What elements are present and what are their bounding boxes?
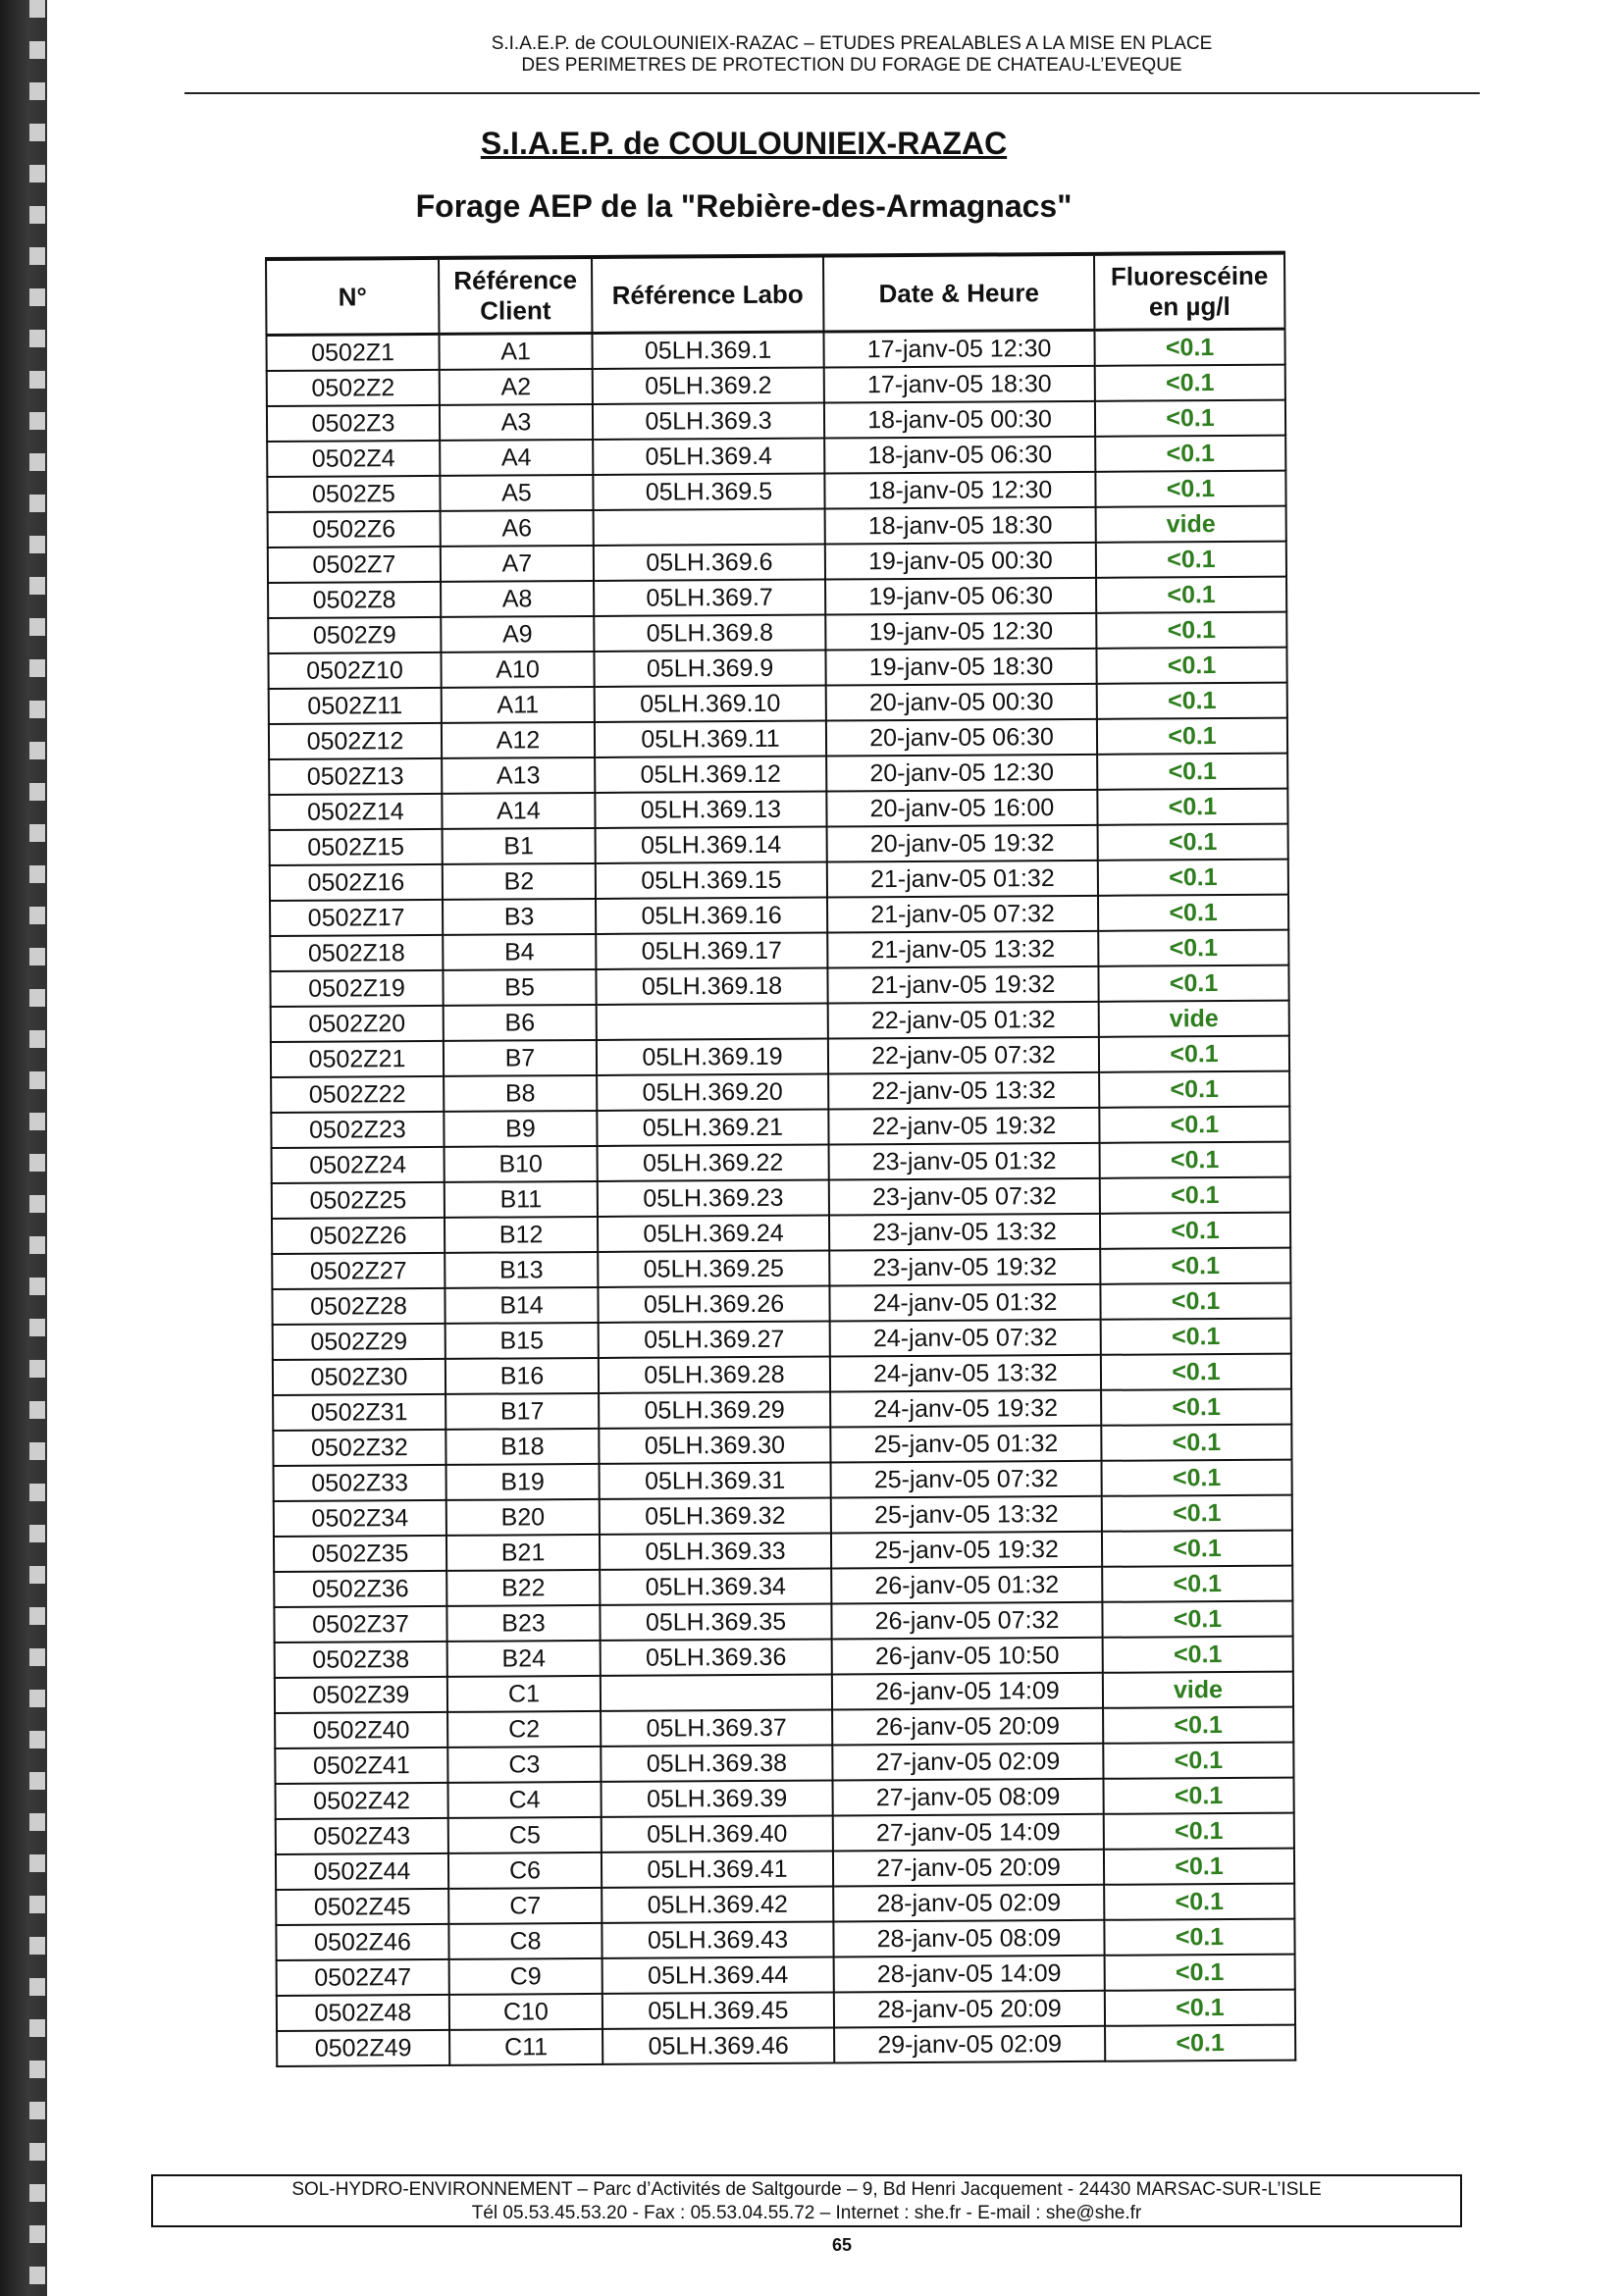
cell-fluorescein: <0.1 xyxy=(1094,329,1284,366)
footer-line1: SOL-HYDRO-ENVIRONNEMENT – Parc d’Activités de Saltgourde – 9, Bd Henri Jacquement - 24430 MARSAC-SUR-L’ISLE xyxy=(291,2179,1322,2200)
cell-fluorescein: <0.1 xyxy=(1096,542,1286,578)
cell-client-ref: B22 xyxy=(446,1570,600,1606)
cell-number: 0502Z38 xyxy=(275,1642,447,1678)
cell-datetime: 21-janv-05 13:32 xyxy=(827,931,1098,968)
cell-number: 0502Z28 xyxy=(272,1288,445,1325)
cell-fluorescein: vide xyxy=(1096,506,1286,543)
cell-client-ref: B8 xyxy=(444,1075,597,1112)
cell-datetime: 28-janv-05 08:09 xyxy=(833,1920,1104,1957)
cell-client-ref: C7 xyxy=(448,1888,602,1924)
cell-datetime: 26-janv-05 10:50 xyxy=(832,1638,1103,1675)
cell-datetime: 17-janv-05 12:30 xyxy=(823,330,1094,367)
cell-lab-ref: 05LH.369.25 xyxy=(598,1251,829,1287)
cell-number: 0502Z18 xyxy=(270,935,443,971)
cell-datetime: 22-janv-05 01:32 xyxy=(828,1002,1099,1039)
cell-fluorescein: <0.1 xyxy=(1105,2025,1295,2061)
cell-fluorescein: vide xyxy=(1099,1001,1289,1037)
cell-lab-ref: 05LH.369.36 xyxy=(601,1639,832,1675)
cell-fluorescein: <0.1 xyxy=(1104,1884,1294,1920)
cell-lab-ref: 05LH.369.46 xyxy=(602,2027,834,2063)
cell-lab-ref: 05LH.369.17 xyxy=(596,933,827,969)
cell-datetime: 22-janv-05 13:32 xyxy=(828,1072,1099,1110)
cell-client-ref: A1 xyxy=(439,333,592,369)
cell-lab-ref: 05LH.369.23 xyxy=(598,1180,829,1217)
cell-lab-ref: 05LH.369.29 xyxy=(599,1392,830,1429)
cell-number: 0502Z48 xyxy=(277,1995,449,2031)
cell-datetime: 23-janv-05 19:32 xyxy=(829,1249,1100,1286)
cell-number: 0502Z19 xyxy=(270,970,443,1007)
cell-datetime: 20-janv-05 19:32 xyxy=(827,825,1098,862)
cell-lab-ref: 05LH.369.30 xyxy=(599,1428,830,1464)
page-title: S.I.A.E.P. de COULOUNIEIX-RAZAC xyxy=(480,126,1008,161)
cell-client-ref: A3 xyxy=(440,404,593,441)
cell-datetime: 24-janv-05 01:32 xyxy=(829,1284,1100,1322)
cell-client-ref: B3 xyxy=(443,899,596,935)
cell-number: 0502Z21 xyxy=(271,1041,444,1077)
cell-fluorescein: <0.1 xyxy=(1104,1919,1294,1956)
cell-lab-ref: 05LH.369.7 xyxy=(594,580,825,616)
column-header-number: N° xyxy=(266,258,439,336)
cell-datetime: 27-janv-05 14:09 xyxy=(833,1814,1104,1852)
cell-number: 0502Z39 xyxy=(275,1677,447,1713)
running-header-line2: DES PERIMETRES DE PROTECTION DU FORAGE DE CHATEAU-L’EVEQUE xyxy=(521,55,1182,76)
column-header-fluorescein: Fluorescéine en µg/l xyxy=(1094,253,1284,331)
cell-datetime: 20-janv-05 16:00 xyxy=(826,790,1097,827)
cell-client-ref: B15 xyxy=(445,1323,599,1359)
cell-datetime: 27-janv-05 08:09 xyxy=(832,1779,1103,1816)
table-row xyxy=(266,329,1284,371)
cell-fluorescein: <0.1 xyxy=(1102,1495,1292,1532)
cell-fluorescein: <0.1 xyxy=(1095,436,1285,472)
cell-datetime: 25-janv-05 13:32 xyxy=(831,1496,1102,1534)
cell-number: 0502Z43 xyxy=(276,1818,448,1854)
cell-lab-ref: 05LH.369.28 xyxy=(599,1357,830,1393)
cell-client-ref: B7 xyxy=(444,1040,597,1076)
cell-client-ref: A10 xyxy=(441,652,594,688)
cell-client-ref: B14 xyxy=(445,1287,598,1324)
cell-lab-ref: 05LH.369.24 xyxy=(598,1216,829,1252)
cell-datetime: 19-janv-05 18:30 xyxy=(825,649,1096,686)
cell-number: 0502Z33 xyxy=(274,1465,446,1501)
cell-client-ref: A14 xyxy=(442,793,595,829)
cell-number: 0502Z3 xyxy=(267,405,440,442)
cell-number: 0502Z44 xyxy=(276,1853,448,1890)
cell-fluorescein: <0.1 xyxy=(1103,1637,1293,1673)
cell-lab-ref: 05LH.369.12 xyxy=(595,757,826,793)
cell-fluorescein: <0.1 xyxy=(1104,1849,1294,1885)
cell-client-ref: A7 xyxy=(441,546,594,582)
cell-lab-ref: 05LH.369.1 xyxy=(592,332,823,369)
cell-client-ref: B13 xyxy=(445,1252,598,1288)
cell-lab-ref: 05LH.369.32 xyxy=(600,1498,831,1535)
cell-number: 0502Z27 xyxy=(272,1253,445,1289)
cell-fluorescein: <0.1 xyxy=(1101,1319,1291,1355)
cell-datetime: 28-janv-05 14:09 xyxy=(834,1956,1105,1993)
cell-number: 0502Z29 xyxy=(273,1324,445,1360)
cell-client-ref: C9 xyxy=(449,1958,602,1995)
cell-fluorescein: <0.1 xyxy=(1100,1283,1290,1320)
cell-datetime: 21-janv-05 07:32 xyxy=(827,896,1098,933)
page-subtitle: Forage AEP de la "Rebière-des-Armagnacs" xyxy=(415,188,1073,224)
cell-datetime: 18-janv-05 18:30 xyxy=(825,507,1096,545)
cell-number: 0502Z6 xyxy=(268,511,441,548)
cell-datetime: 18-janv-05 00:30 xyxy=(824,401,1095,439)
cell-lab-ref: 05LH.369.2 xyxy=(593,368,824,404)
cell-number: 0502Z8 xyxy=(268,582,441,618)
cell-lab-ref xyxy=(597,1004,828,1040)
cell-number: 0502Z12 xyxy=(269,723,442,759)
cell-fluorescein: <0.1 xyxy=(1095,471,1285,507)
cell-datetime: 26-janv-05 07:32 xyxy=(831,1602,1102,1640)
cell-lab-ref: 05LH.369.40 xyxy=(602,1815,833,1852)
cell-number: 0502Z17 xyxy=(270,900,443,936)
cell-fluorescein: <0.1 xyxy=(1099,1107,1289,1143)
cell-fluorescein: <0.1 xyxy=(1100,1213,1290,1249)
cell-number: 0502Z10 xyxy=(268,652,441,689)
cell-fluorescein: <0.1 xyxy=(1099,1036,1289,1072)
cell-datetime: 26-janv-05 14:09 xyxy=(832,1673,1103,1710)
footer-line2: Tél 05.53.45.53.20 - Fax : 05.53.04.55.72 – Internet : she.fr - E-mail : she@she.fr xyxy=(471,2203,1142,2223)
running-header xyxy=(184,33,1519,77)
cell-client-ref: B19 xyxy=(446,1464,600,1500)
cell-fluorescein: <0.1 xyxy=(1099,1071,1289,1108)
cell-fluorescein: <0.1 xyxy=(1098,895,1288,931)
cell-number: 0502Z13 xyxy=(269,758,442,795)
cell-client-ref: B5 xyxy=(443,969,596,1006)
cell-client-ref: A13 xyxy=(442,757,595,794)
cell-client-ref: B20 xyxy=(446,1499,600,1536)
cell-number: 0502Z11 xyxy=(269,688,442,724)
cell-lab-ref: 05LH.369.19 xyxy=(597,1039,828,1075)
cell-fluorescein: <0.1 xyxy=(1103,1743,1293,1779)
header-rule xyxy=(184,92,1480,94)
cell-number: 0502Z22 xyxy=(271,1076,444,1113)
cell-lab-ref: 05LH.369.11 xyxy=(595,721,826,757)
cell-number: 0502Z31 xyxy=(273,1394,445,1431)
cell-client-ref: A12 xyxy=(442,722,595,758)
cell-number: 0502Z14 xyxy=(269,794,442,830)
cell-fluorescein: <0.1 xyxy=(1105,1990,1295,2026)
table-header-row xyxy=(266,253,1284,336)
cell-client-ref: C10 xyxy=(449,1994,602,2030)
cell-datetime: 23-janv-05 13:32 xyxy=(829,1214,1100,1251)
cell-datetime: 20-janv-05 00:30 xyxy=(826,684,1097,721)
cell-number: 0502Z24 xyxy=(272,1147,445,1183)
cell-lab-ref: 05LH.369.38 xyxy=(601,1745,832,1781)
cell-datetime: 23-janv-05 01:32 xyxy=(829,1143,1100,1180)
cell-lab-ref: 05LH.369.15 xyxy=(596,862,827,899)
cell-datetime: 21-janv-05 19:32 xyxy=(827,966,1098,1004)
cell-fluorescein: <0.1 xyxy=(1096,577,1286,613)
cell-client-ref: B9 xyxy=(444,1111,597,1147)
cell-lab-ref: 05LH.369.13 xyxy=(595,792,826,828)
cell-datetime: 22-janv-05 07:32 xyxy=(828,1037,1099,1074)
cell-datetime: 24-janv-05 19:32 xyxy=(830,1390,1101,1428)
cell-fluorescein: <0.1 xyxy=(1101,1389,1291,1426)
cell-lab-ref: 05LH.369.33 xyxy=(600,1533,831,1569)
cell-datetime: 21-janv-05 01:32 xyxy=(827,861,1098,898)
cell-datetime: 26-janv-05 01:32 xyxy=(831,1567,1102,1604)
cell-number: 0502Z36 xyxy=(274,1571,446,1607)
document-page xyxy=(47,0,1623,2296)
cell-fluorescein: <0.1 xyxy=(1097,718,1287,755)
results-table-wrapper xyxy=(265,251,1296,2067)
cell-client-ref: B4 xyxy=(443,934,596,970)
cell-lab-ref: 05LH.369.31 xyxy=(600,1463,831,1499)
cell-lab-ref: 05LH.369.6 xyxy=(594,545,825,581)
cell-fluorescein: <0.1 xyxy=(1098,824,1288,861)
cell-client-ref: B23 xyxy=(446,1605,600,1642)
cell-datetime: 24-janv-05 07:32 xyxy=(830,1320,1101,1357)
cell-datetime: 18-janv-05 06:30 xyxy=(824,437,1095,474)
cell-number: 0502Z20 xyxy=(271,1006,444,1042)
cell-fluorescein: <0.1 xyxy=(1103,1707,1293,1744)
cell-client-ref: B18 xyxy=(445,1429,599,1465)
cell-fluorescein: <0.1 xyxy=(1102,1460,1292,1496)
cell-lab-ref: 05LH.369.44 xyxy=(602,1957,834,1993)
cell-fluorescein: <0.1 xyxy=(1101,1425,1291,1461)
cell-datetime: 25-janv-05 01:32 xyxy=(830,1426,1101,1463)
column-header-datetime: Date & Heure xyxy=(823,254,1094,332)
cell-number: 0502Z26 xyxy=(272,1218,445,1254)
cell-number: 0502Z46 xyxy=(276,1924,448,1960)
page-footer xyxy=(151,2174,1462,2227)
cell-client-ref: C1 xyxy=(447,1676,601,1712)
cell-datetime: 19-janv-05 00:30 xyxy=(825,543,1096,580)
cell-fluorescein: <0.1 xyxy=(1098,930,1288,966)
cell-number: 0502Z7 xyxy=(268,547,441,583)
cell-number: 0502Z42 xyxy=(276,1783,448,1819)
cell-fluorescein: <0.1 xyxy=(1095,400,1285,437)
cell-fluorescein: <0.1 xyxy=(1100,1142,1290,1178)
cell-datetime: 19-janv-05 12:30 xyxy=(825,613,1096,651)
cell-lab-ref: 05LH.369.8 xyxy=(594,615,825,652)
cell-fluorescein: vide xyxy=(1103,1672,1293,1708)
cell-number: 0502Z34 xyxy=(274,1500,446,1537)
column-header-client-ref: Référence Client xyxy=(439,257,592,334)
cell-lab-ref: 05LH.369.5 xyxy=(593,474,824,510)
cell-client-ref: C5 xyxy=(448,1817,602,1853)
cell-client-ref: B21 xyxy=(446,1535,600,1571)
table-body xyxy=(266,329,1295,2066)
cell-client-ref: A8 xyxy=(441,581,594,617)
cell-client-ref: A4 xyxy=(440,440,593,476)
cell-number: 0502Z9 xyxy=(268,617,441,653)
cell-lab-ref xyxy=(594,509,825,546)
cell-lab-ref: 05LH.369.27 xyxy=(599,1322,830,1358)
cell-datetime: 23-janv-05 07:32 xyxy=(829,1178,1100,1216)
cell-fluorescein: <0.1 xyxy=(1095,365,1285,401)
binder-rings xyxy=(29,0,45,2296)
cell-client-ref: B1 xyxy=(443,828,596,864)
cell-number: 0502Z16 xyxy=(270,864,443,901)
cell-fluorescein: <0.1 xyxy=(1102,1531,1292,1567)
cell-client-ref: B11 xyxy=(445,1181,598,1218)
column-header-lab-ref: Référence Labo xyxy=(592,256,823,334)
cell-lab-ref: 05LH.369.41 xyxy=(602,1851,833,1887)
cell-fluorescein: <0.1 xyxy=(1101,1354,1291,1390)
cell-datetime: 29-janv-05 02:09 xyxy=(834,2026,1105,2063)
cell-fluorescein: <0.1 xyxy=(1097,754,1287,790)
cell-fluorescein: <0.1 xyxy=(1096,648,1286,684)
cell-number: 0502Z40 xyxy=(275,1712,447,1748)
cell-number: 0502Z35 xyxy=(274,1536,446,1572)
cell-lab-ref: 05LH.369.43 xyxy=(602,1921,833,1957)
cell-lab-ref: 05LH.369.9 xyxy=(594,651,825,687)
cell-datetime: 20-janv-05 06:30 xyxy=(826,719,1097,757)
cell-client-ref: C3 xyxy=(447,1747,601,1783)
cell-datetime: 27-janv-05 20:09 xyxy=(833,1850,1104,1887)
cell-client-ref: B6 xyxy=(444,1005,597,1041)
cell-number: 0502Z41 xyxy=(275,1748,447,1784)
results-table xyxy=(265,251,1296,2067)
cell-datetime: 19-janv-05 06:30 xyxy=(825,578,1096,615)
cell-client-ref: B24 xyxy=(447,1641,601,1677)
cell-lab-ref: 05LH.369.39 xyxy=(601,1780,832,1816)
table-row xyxy=(277,2025,1295,2066)
cell-fluorescein: <0.1 xyxy=(1097,683,1287,719)
cell-client-ref: C6 xyxy=(448,1852,602,1889)
cell-lab-ref: 05LH.369.16 xyxy=(596,898,827,934)
cell-client-ref: C8 xyxy=(448,1923,602,1959)
cell-lab-ref: 05LH.369.18 xyxy=(596,968,827,1005)
cell-client-ref: A6 xyxy=(441,510,594,547)
cell-lab-ref: 05LH.369.34 xyxy=(600,1568,831,1604)
cell-number: 0502Z2 xyxy=(267,370,440,406)
cell-client-ref: A11 xyxy=(442,687,595,723)
cell-fluorescein: <0.1 xyxy=(1096,612,1286,649)
cell-fluorescein: <0.1 xyxy=(1100,1177,1290,1214)
cell-number: 0502Z23 xyxy=(271,1112,444,1148)
cell-datetime: 28-janv-05 02:09 xyxy=(833,1885,1104,1922)
cell-fluorescein: <0.1 xyxy=(1098,860,1288,896)
cell-client-ref: B17 xyxy=(445,1393,599,1430)
cell-client-ref: A9 xyxy=(441,616,594,652)
cell-datetime: 25-janv-05 07:32 xyxy=(831,1461,1102,1498)
cell-datetime: 17-janv-05 18:30 xyxy=(824,366,1095,403)
cell-datetime: 25-janv-05 19:32 xyxy=(831,1532,1102,1569)
cell-fluorescein: <0.1 xyxy=(1102,1566,1292,1602)
cell-number: 0502Z5 xyxy=(267,476,440,512)
cell-client-ref: A2 xyxy=(440,369,593,405)
cell-client-ref: B16 xyxy=(445,1358,599,1394)
cell-datetime: 28-janv-05 20:09 xyxy=(834,1991,1105,2028)
cell-fluorescein: <0.1 xyxy=(1103,1778,1293,1814)
cell-fluorescein: <0.1 xyxy=(1104,1813,1294,1850)
cell-client-ref: B12 xyxy=(445,1217,598,1253)
cell-lab-ref xyxy=(601,1674,832,1710)
cell-number: 0502Z49 xyxy=(277,2030,449,2066)
cell-datetime: 18-janv-05 12:30 xyxy=(824,472,1095,509)
running-header-line1: S.I.A.E.P. de COULOUNIEIX-RAZAC – ETUDES PREALABLES A LA MISE EN PLACE xyxy=(491,33,1213,54)
cell-client-ref: A5 xyxy=(440,475,593,511)
cell-number: 0502Z4 xyxy=(267,441,440,477)
cell-lab-ref: 05LH.369.45 xyxy=(602,1992,834,2028)
cell-lab-ref: 05LH.369.4 xyxy=(593,439,824,475)
cell-client-ref: C11 xyxy=(449,2029,602,2065)
cell-number: 0502Z47 xyxy=(277,1959,449,1996)
cell-number: 0502Z37 xyxy=(274,1606,446,1643)
cell-lab-ref: 05LH.369.42 xyxy=(602,1886,833,1922)
cell-number: 0502Z32 xyxy=(273,1430,445,1466)
page-number: 65 xyxy=(831,2235,853,2255)
cell-datetime: 24-janv-05 13:32 xyxy=(830,1355,1101,1392)
cell-lab-ref: 05LH.369.22 xyxy=(598,1145,829,1181)
cell-datetime: 27-janv-05 02:09 xyxy=(832,1744,1103,1781)
cell-client-ref: B10 xyxy=(445,1146,598,1182)
cell-client-ref: B2 xyxy=(443,863,596,900)
cell-lab-ref: 05LH.369.26 xyxy=(598,1286,829,1323)
cell-datetime: 20-janv-05 12:30 xyxy=(826,755,1097,792)
cell-datetime: 26-janv-05 20:09 xyxy=(832,1708,1103,1746)
cell-lab-ref: 05LH.369.35 xyxy=(600,1603,831,1640)
cell-fluorescein: <0.1 xyxy=(1102,1601,1292,1638)
cell-number: 0502Z45 xyxy=(276,1889,448,1925)
cell-lab-ref: 05LH.369.14 xyxy=(596,827,827,863)
cell-lab-ref: 05LH.369.20 xyxy=(597,1074,828,1111)
cell-fluorescein: <0.1 xyxy=(1097,789,1287,825)
cell-client-ref: C2 xyxy=(447,1711,601,1748)
cell-fluorescein: <0.1 xyxy=(1098,965,1288,1002)
cell-lab-ref: 05LH.369.10 xyxy=(595,686,826,722)
cell-fluorescein: <0.1 xyxy=(1100,1248,1290,1284)
cell-number: 0502Z30 xyxy=(273,1359,445,1395)
cell-lab-ref: 05LH.369.21 xyxy=(597,1110,828,1146)
cell-number: 0502Z15 xyxy=(270,829,443,865)
cell-datetime: 22-janv-05 19:32 xyxy=(828,1108,1099,1145)
cell-number: 0502Z25 xyxy=(272,1182,445,1219)
cell-lab-ref: 05LH.369.3 xyxy=(593,403,824,440)
cell-number: 0502Z1 xyxy=(266,334,439,371)
cell-client-ref: C4 xyxy=(448,1782,602,1818)
cell-fluorescein: <0.1 xyxy=(1105,1955,1295,1991)
cell-lab-ref: 05LH.369.37 xyxy=(601,1709,832,1746)
